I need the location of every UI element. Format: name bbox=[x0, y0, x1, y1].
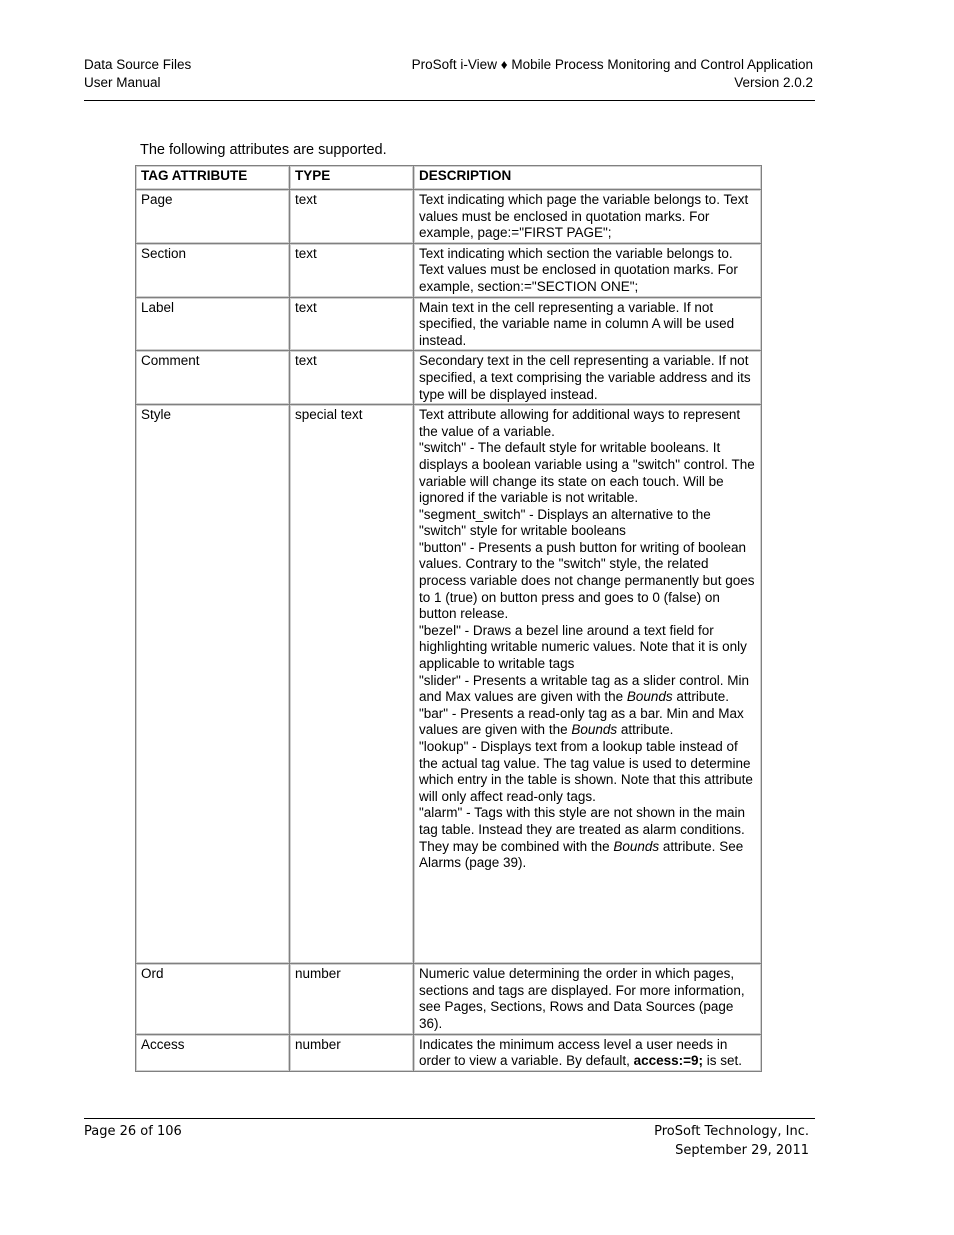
cell-description: Secondary text in the cell representing a variable. If not specified, a text comprising the variable address and its type will be displayed instead. bbox=[414, 351, 762, 405]
style-intro: Text attribute allowing for additional ways to represent the value of a variable. bbox=[419, 407, 741, 439]
header-version: Version 2.0.2 bbox=[734, 75, 813, 90]
cell-type: text bbox=[290, 351, 414, 405]
attributes-table bbox=[135, 165, 762, 1072]
style-bar-suffix: attribute. bbox=[617, 722, 674, 738]
cell-description: Main text in the cell representing a variable. If not specified, the variable name in column A will be used instead. bbox=[414, 297, 762, 351]
table-row bbox=[136, 297, 762, 351]
cell-description bbox=[414, 405, 762, 964]
column-header-tag-attribute: TAG ATTRIBUTE bbox=[136, 166, 290, 190]
cell-attribute: Access bbox=[136, 1034, 290, 1071]
table-row bbox=[136, 964, 762, 1034]
company-name: ProSoft Technology, Inc. bbox=[654, 1124, 809, 1139]
style-segment-switch: "segment_switch" - Displays an alternative to the "switch" style for writable booleans bbox=[419, 506, 711, 539]
cell-description: Text indicating which page the variable belongs to. Text values must be enclosed in quotation marks. For example, page:="FIRST PAGE"; bbox=[414, 190, 762, 244]
cell-description: Numeric value determining the order in which pages, sections and tags are displayed. For more information, see Pages, Sections, Rows and Data Sources (page 36). bbox=[414, 964, 762, 1034]
access-default-value: access:=9; bbox=[633, 1053, 704, 1069]
table-header-row bbox=[136, 166, 762, 190]
access-description-text: Indicates the minimum access level a user needs in order to view a variable. By default, bbox=[419, 1036, 728, 1069]
style-lookup: "lookup" - Displays text from a lookup table instead of the actual tag value. The tag value is used to determine which entry in the table is shown. Note that this attribute will only affect read-only tags. bbox=[419, 739, 753, 804]
style-slider bbox=[419, 673, 757, 706]
style-switch: "switch" - The default style for writable booleans. It displays a boolean variable using a "switch" control. The variable will change its state on each touch. Will be ignored if the variable is not writable. bbox=[419, 440, 755, 506]
style-alarm-bounds: Bounds bbox=[613, 838, 660, 854]
table-row bbox=[136, 405, 762, 964]
cell-type: text bbox=[290, 190, 414, 244]
header-right bbox=[412, 56, 813, 92]
publication-date: September 29, 2011 bbox=[675, 1143, 809, 1158]
style-slider-text: "slider" - Presents a writable tag as a slider control. Min and Max values are given with the bbox=[419, 672, 749, 705]
header-product-title: ProSoft i-View ♦ Mobile Process Monitoring and Control Application bbox=[411, 57, 813, 72]
cell-type: special text bbox=[290, 405, 414, 964]
column-header-type: TYPE bbox=[290, 166, 414, 190]
table-row bbox=[136, 351, 762, 405]
header-left bbox=[84, 56, 191, 92]
style-alarm bbox=[419, 805, 757, 871]
table-row bbox=[136, 190, 762, 244]
style-bar-bounds: Bounds bbox=[571, 722, 618, 738]
header-doc-type: User Manual bbox=[84, 75, 161, 90]
cell-attribute: Page bbox=[136, 190, 290, 244]
cell-type: text bbox=[290, 243, 414, 297]
intro-text: The following attributes are supported. bbox=[140, 142, 387, 158]
cell-attribute: Comment bbox=[136, 351, 290, 405]
style-bar bbox=[419, 706, 757, 739]
cell-attribute: Style bbox=[136, 405, 290, 964]
footer-right bbox=[654, 1122, 809, 1160]
cell-description bbox=[414, 1034, 762, 1071]
cell-type: number bbox=[290, 964, 414, 1034]
table-row bbox=[136, 1034, 762, 1071]
access-description-suffix: is set. bbox=[703, 1053, 743, 1069]
cell-attribute: Ord bbox=[136, 964, 290, 1034]
column-header-description: DESCRIPTION bbox=[414, 166, 762, 190]
style-alarm-suffix: attribute. See Alarms (page 39). bbox=[419, 838, 744, 871]
cell-type: number bbox=[290, 1034, 414, 1071]
style-slider-suffix: attribute. bbox=[672, 689, 729, 705]
style-bar-text: "bar" - Presents a read-only tag as a bar. Min and Max values are given with the bbox=[419, 705, 744, 738]
page-number: Page 26 of 106 bbox=[84, 1124, 182, 1139]
style-button: "button" - Presents a push button for writing of boolean values. Contrary to the "switch" style, the related process variable does not change permanently but goes to 1 (true) on button press and goes to 0 (false) on button release. bbox=[419, 539, 755, 622]
page-footer bbox=[84, 1118, 815, 1158]
style-slider-bounds: Bounds bbox=[626, 689, 673, 705]
cell-type: text bbox=[290, 297, 414, 351]
table-row bbox=[136, 243, 762, 297]
cell-attribute: Section bbox=[136, 243, 290, 297]
page-header bbox=[84, 56, 815, 101]
cell-attribute: Label bbox=[136, 297, 290, 351]
style-bezel: "bezel" - Draws a bezel line around a text field for highlighting writable numeric values. Note that it is only applicable to writable tags bbox=[419, 622, 747, 672]
style-alarm-text: "alarm" - Tags with this style are not shown in the main tag table. Instead they are treated as alarm conditions. They may be combined with the bbox=[419, 805, 745, 854]
cell-description: Text indicating which section the variable belongs to. Text values must be enclosed in quotation marks. For example, section:="SECTION ONE"; bbox=[414, 243, 762, 297]
header-section-title: Data Source Files bbox=[84, 57, 192, 72]
